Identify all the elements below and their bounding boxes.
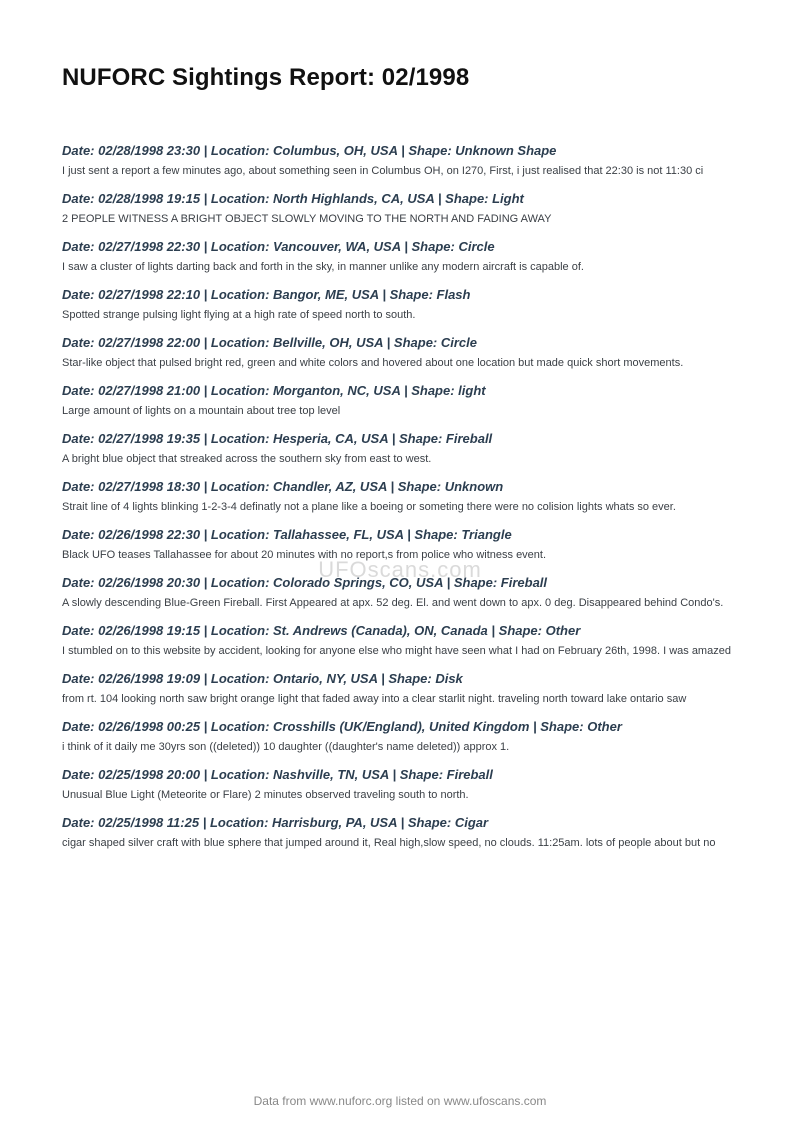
- sighting-entry: [62, 815, 742, 851]
- sighting-header: Date: 02/27/1998 22:00 | Location: Bellville, OH, USA | Shape: Circle: [62, 335, 478, 350]
- sighting-entry: [62, 719, 742, 755]
- sighting-header: Date: 02/25/1998 11:25 | Location: Harrisburg, PA, USA | Shape: Cigar: [62, 815, 489, 830]
- sighting-entry: [62, 143, 742, 179]
- sighting-description: Strait line of 4 lights blinking 1-2-3-4 definatly not a plane like a boeing or someting there were no colision lights whats so ever.: [62, 501, 676, 513]
- sighting-entry: [62, 431, 742, 467]
- sighting-header: Date: 02/26/1998 20:30 | Location: Colorado Springs, CO, USA | Shape: Fireball: [62, 575, 548, 590]
- sighting-description: cigar shaped silver craft with blue sphere that jumped around it, Real high,slow speed, no clouds. 11:25am. lots of people about but no: [62, 837, 716, 849]
- sighting-description: 2 PEOPLE WITNESS A BRIGHT OBJECT SLOWLY MOVING TO THE NORTH AND FADING AWAY: [62, 213, 552, 225]
- sighting-description: i think of it daily me 30yrs son ((deleted)) 10 daughter ((daughter's name deleted)) approx 1.: [62, 741, 510, 753]
- sightings-list: [62, 143, 742, 851]
- sighting-entry: [62, 335, 742, 371]
- page-title: NUFORC Sightings Report: 02/1998: [62, 64, 470, 91]
- sighting-description: A slowly descending Blue-Green Fireball. First Appeared at apx. 52 deg. El. and went down to apx. 0 deg. Disappeared behind Condo's.: [62, 597, 724, 609]
- sighting-entry: [62, 623, 742, 659]
- sighting-header: Date: 02/28/1998 23:30 | Location: Columbus, OH, USA | Shape: Unknown Shape: [62, 143, 557, 158]
- sighting-header: Date: 02/27/1998 18:30 | Location: Chandler, AZ, USA | Shape: Unknown: [62, 479, 504, 494]
- sighting-entry: [62, 383, 742, 419]
- sighting-description: I saw a cluster of lights darting back and forth in the sky, in manner unlike any modern aircraft is capable of.: [62, 261, 584, 273]
- sighting-entry: [62, 287, 742, 323]
- sighting-entry: [62, 671, 742, 707]
- sighting-description: Unusual Blue Light (Meteorite or Flare) 2 minutes observed traveling south to north.: [62, 789, 469, 801]
- sighting-header: Date: 02/26/1998 19:15 | Location: St. Andrews (Canada), ON, Canada | Shape: Other: [62, 623, 581, 638]
- sighting-header: Date: 02/26/1998 19:09 | Location: Ontario, NY, USA | Shape: Disk: [62, 671, 463, 686]
- sighting-header: Date: 02/27/1998 22:30 | Location: Vancouver, WA, USA | Shape: Circle: [62, 239, 495, 254]
- sighting-entry: [62, 191, 742, 227]
- watermark: UFOscans.com: [318, 557, 482, 582]
- sighting-description: from rt. 104 looking north saw bright orange light that faded away into a clear starlit night. traveling north toward lake ontario saw: [62, 693, 687, 705]
- sighting-description: Star-like object that pulsed bright red, green and white colors and hovered about one location but made quick short movements.: [62, 357, 684, 369]
- sighting-description: Large amount of lights on a mountain about tree top level: [62, 405, 341, 417]
- sighting-header: Date: 02/27/1998 22:10 | Location: Bangor, ME, USA | Shape: Flash: [62, 287, 471, 302]
- sighting-entry: [62, 527, 742, 563]
- page-footer: Data from www.nuforc.org listed on www.ufoscans.com: [253, 1094, 547, 1108]
- sighting-header: Date: 02/26/1998 00:25 | Location: Crosshills (UK/England), United Kingdom | Shape: Other: [62, 719, 622, 734]
- sighting-header: Date: 02/26/1998 22:30 | Location: Tallahassee, FL, USA | Shape: Triangle: [62, 527, 512, 542]
- sighting-entry: [62, 767, 742, 803]
- sighting-entry: [62, 575, 742, 611]
- sighting-entry: [62, 479, 742, 515]
- sighting-header: Date: 02/28/1998 19:15 | Location: North Highlands, CA, USA | Shape: Light: [62, 191, 524, 206]
- sighting-description: Black UFO teases Tallahassee for about 20 minutes with no report,s from police who witness event.: [62, 549, 547, 561]
- sighting-entry: [62, 239, 742, 275]
- sighting-description: A bright blue object that streaked across the southern sky from east to west.: [62, 453, 432, 465]
- sighting-header: Date: 02/25/1998 20:00 | Location: Nashville, TN, USA | Shape: Fireball: [62, 767, 493, 782]
- sighting-description: Spotted strange pulsing light flying at a high rate of speed north to south.: [62, 309, 416, 321]
- sighting-description: I stumbled on to this website by accident, looking for anyone else who might have seen what I had on February 26th, 1998. I was amazed: [62, 645, 731, 657]
- sighting-header: Date: 02/27/1998 19:35 | Location: Hesperia, CA, USA | Shape: Fireball: [62, 431, 493, 446]
- sighting-description: I just sent a report a few minutes ago, about something seen in Columbus OH, on I270, First, i just realised that 22:30 is not 11:30 ci: [62, 165, 704, 177]
- sighting-header: Date: 02/27/1998 21:00 | Location: Morganton, NC, USA | Shape: light: [62, 383, 486, 398]
